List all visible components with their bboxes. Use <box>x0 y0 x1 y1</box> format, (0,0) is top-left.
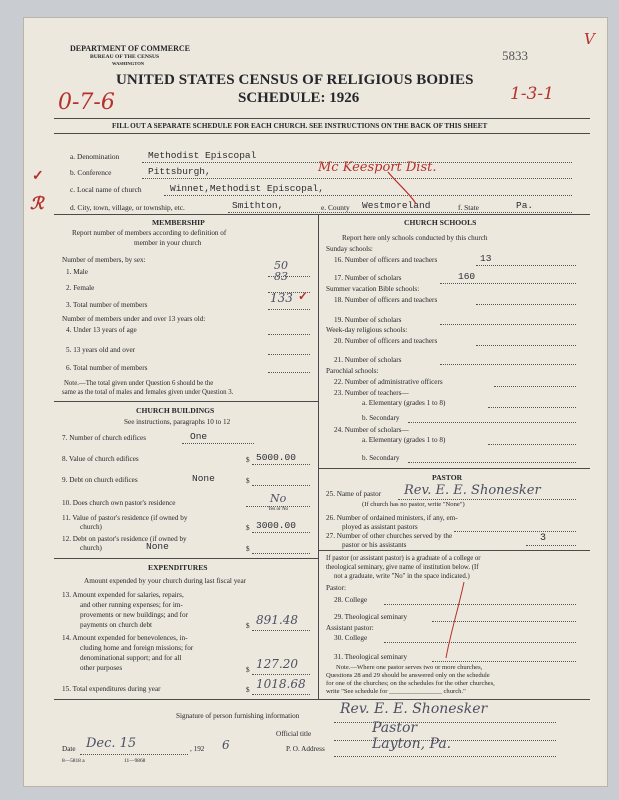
assistant-ministers-line <box>454 531 576 532</box>
denomination-value: Methodist Episcopal <box>148 150 257 161</box>
year-prefix: , 192 <box>190 745 205 753</box>
header-rule-top <box>54 118 590 119</box>
summer-scholars-line <box>440 324 576 325</box>
benevolences-label-4: other purposes <box>80 664 123 672</box>
red-d-mark: ℛ <box>30 194 44 213</box>
pastor-name-line <box>398 499 576 500</box>
local-church-name-label: c. Local name of church <box>70 185 142 194</box>
under-13-label: 4. Under 13 years of age <box>66 326 137 334</box>
edifice-value-line <box>252 464 310 465</box>
other-churches-line <box>526 545 576 546</box>
state-value: Pa. <box>516 200 534 211</box>
graduate-instructions-1: If pastor (or assistant pastor) is a graduate of a college or <box>326 555 481 562</box>
male-value: 50 <box>274 259 288 272</box>
schools-rule <box>318 468 590 469</box>
teachers-label: 23. Number of teachers— <box>334 389 409 397</box>
form-title: UNITED STATES CENSUS OF RELIGIOUS BODIES <box>116 72 474 88</box>
conference-label: b. Conference <box>70 168 112 177</box>
residence-value-label-1: 11. Value of pastor's residence (if owned by <box>62 514 188 522</box>
bureau-city: WASHINGTON <box>112 61 145 66</box>
denomination-label: a. Denomination <box>70 152 120 161</box>
graduate-instructions-3: not a graduate, write "No" in the space indicated.) <box>334 573 470 580</box>
teachers-secondary-line <box>408 422 576 423</box>
conference-district-note: Mc Keesport Dist. <box>318 160 437 175</box>
section-rule-bottom <box>54 699 590 700</box>
form-code-2: 11—9868 <box>124 758 146 764</box>
header-rule-bottom <box>54 133 590 134</box>
pastor-name-value: Rev. E. E. Shonesker <box>404 483 541 498</box>
city-label: d. City, town, village, or township, etc. <box>70 203 185 212</box>
assistant-college-label: 30. College <box>334 634 368 642</box>
po-address-value: Layton, Pa. <box>372 736 452 752</box>
membership-rule <box>54 401 318 402</box>
membership-intro-2: member in your church <box>134 239 202 247</box>
running-expenses-line <box>252 630 310 631</box>
pastor-education-label: Pastor: <box>326 584 346 592</box>
red-pen-line <box>440 580 470 660</box>
scholars-secondary-label: b. Secondary <box>362 454 400 462</box>
running-expenses-dollar: $ <box>246 622 250 630</box>
sunday-officers-line <box>476 265 576 266</box>
pastor-college-label: 28. College <box>334 596 368 604</box>
sunday-scholars-line <box>440 283 576 284</box>
owns-residence-label: 10. Does church own pastor's residence <box>62 499 176 507</box>
city-county-line <box>228 212 572 213</box>
buildings-rule <box>54 558 318 559</box>
church-edifices-value: One <box>190 431 208 442</box>
summer-schools-label: Summer vacation Bible schools: <box>326 285 420 293</box>
total-expenditures-label: 15. Total expenditures during year <box>62 685 161 693</box>
members-by-age-label: Number of members under and over 13 years old: <box>62 315 206 323</box>
residence-debt-line <box>252 553 310 554</box>
weekday-officers-label: 20. Number of officers and teachers <box>334 337 438 345</box>
total-check-mark: ✓ <box>298 289 309 303</box>
sunday-officers-value: 13 <box>480 253 492 264</box>
residence-debt-dollar: $ <box>246 545 250 553</box>
buildings-heading: CHURCH BUILDINGS <box>136 406 215 415</box>
edifice-value: 5000.00 <box>256 452 296 463</box>
benevolences-label-1: 14. Amount expended for benevolences, in- <box>62 634 188 642</box>
total-by-age-line <box>268 372 310 373</box>
running-expenses-label-3: provements or new buildings; and for <box>80 611 188 619</box>
edifice-value-label: 8. Value of church edifices <box>62 455 139 463</box>
local-church-name-value: Winnet,Methodist Episcopal, <box>170 183 324 194</box>
residence-value-label-2: church) <box>80 523 102 531</box>
teachers-elementary-line <box>488 407 576 408</box>
schools-intro: Report here only schools conducted by this church <box>342 234 488 242</box>
church-edifices-line <box>182 443 254 444</box>
owns-residence-value: No <box>270 492 287 505</box>
expenditures-sub: Amount expended by your church during last fiscal year <box>84 577 247 585</box>
date-line <box>80 754 188 755</box>
assistant-education-label: Assistant pastor: <box>326 624 374 632</box>
benevolences-label-2: cluding home and foreign missions; for <box>80 644 194 652</box>
form-code: 8—5818 a <box>62 758 85 764</box>
pastor-name-note: (If church has no pastor, write "None") <box>362 501 465 508</box>
other-churches-label-1: 27. Number of other churches served by the <box>326 532 453 540</box>
weekday-scholars-line <box>440 364 576 365</box>
over-13-line <box>268 354 310 355</box>
yes-no-hint: Yes or No <box>268 507 289 512</box>
admin-officers-label: 22. Number of administrative officers <box>334 378 443 386</box>
schools-heading: CHURCH SCHOOLS <box>404 218 477 227</box>
edifice-debt-value: None <box>192 473 215 484</box>
membership-note-2: same as the total of males and females given under Question 3. <box>62 389 234 396</box>
parochial-schools-label: Parochial schools: <box>326 367 379 375</box>
section-rule-top <box>54 214 590 215</box>
total-expenditures-dollar: $ <box>246 686 250 694</box>
edifice-debt-label: 9. Debt on church edifices <box>62 476 138 484</box>
edifice-value-dollar: $ <box>246 456 250 464</box>
handwritten-code-right: 1-3-1 <box>510 84 554 104</box>
instruction-line: FILL OUT A SEPARATE SCHEDULE FOR EACH CHURCH. SEE INSTRUCTIONS ON THE BACK OF THIS SHEET <box>112 122 488 130</box>
handwritten-code-left: 0-7-6 <box>58 90 115 115</box>
benevolences-value: 127.20 <box>256 657 298 671</box>
edifice-debt-line <box>252 485 310 486</box>
edifice-debt-dollar: $ <box>246 477 250 485</box>
pastor-heading: PASTOR <box>432 473 463 482</box>
buildings-sub: See instructions, paragraphs 10 to 12 <box>124 418 231 426</box>
running-expenses-label-1: 13. Amount expended for salaries, repairs, <box>62 591 184 599</box>
date-value: Dec. 15 <box>86 736 137 751</box>
benevolences-label-3: denominational support; and for all <box>80 654 182 662</box>
admin-officers-line <box>494 386 576 387</box>
sunday-scholars-value: 160 <box>458 271 476 282</box>
teachers-secondary-label: b. Secondary <box>362 414 400 422</box>
signature-label: Signature of person furnishing information <box>176 712 300 720</box>
residence-value-dollar: $ <box>246 524 250 532</box>
weekday-schools-label: Week-day religious schools: <box>326 326 408 334</box>
signature-line <box>334 722 556 723</box>
sunday-schools-label: Sunday schools: <box>326 245 373 253</box>
assistant-college-line <box>384 642 576 643</box>
state-label: f. State <box>458 203 479 212</box>
running-expenses-label-2: and other running expenses; for im- <box>80 601 183 609</box>
other-churches-label-2: pastor or his assistants <box>342 541 407 549</box>
scholars-secondary-line <box>408 462 576 463</box>
column-divider <box>318 214 319 699</box>
residence-debt-label-1: 12. Debt on pastor's residence (if owned by <box>62 535 187 543</box>
red-pen-stroke <box>386 166 426 206</box>
total-by-age-label: 6. Total number of members <box>66 364 148 372</box>
county-value: Westmoreland <box>362 200 431 211</box>
female-label: 2. Female <box>66 284 95 292</box>
pastor-note-3: for one of the churches; on the schedules for the other churches, <box>326 680 495 687</box>
pastor-seminary-label: 29. Theological seminary <box>334 613 408 621</box>
county-label: e. County <box>321 203 350 212</box>
members-by-sex-label: Number of members, by sex: <box>62 256 146 264</box>
assistant-ministers-label-1: 26. Number of ordained ministers, if any, em- <box>326 514 458 522</box>
total-members-value: 133 <box>270 291 293 305</box>
graduate-instructions-2: theological seminary, give name of institution below. (If <box>326 564 479 571</box>
conference-line <box>142 178 572 179</box>
summer-officers-line <box>476 304 576 305</box>
summer-scholars-label: 19. Number of scholars <box>334 316 402 324</box>
city-value: Smithton, <box>232 200 284 211</box>
male-label: 1. Male <box>66 268 88 276</box>
po-address-line <box>334 756 556 757</box>
expenditures-heading: EXPENDITURES <box>148 563 208 572</box>
schedule-title: SCHEDULE: 1926 <box>238 90 360 106</box>
sunday-scholars-label: 17. Number of scholars <box>334 274 402 282</box>
po-address-label: P. O. Address <box>286 745 325 753</box>
residence-debt-value: None <box>146 541 169 552</box>
total-members-label: 3. Total number of members <box>66 301 148 309</box>
running-expenses-value: 891.48 <box>256 613 298 627</box>
date-label: Date <box>62 745 76 753</box>
sunday-officers-label: 16. Number of officers and teachers <box>334 256 438 264</box>
residence-debt-label-2: church) <box>80 544 102 552</box>
benevolences-dollar: $ <box>246 666 250 674</box>
membership-note-1: Note.—The total given under Question 6 should be the <box>64 380 214 387</box>
stamp-number: 5833 <box>502 48 528 63</box>
pastor-note-1: Note.—Where one pastor serves two or more churches, <box>336 664 483 671</box>
official-title-label: Official title <box>276 730 312 738</box>
local-church-name-line <box>164 195 572 196</box>
scholars-elementary-label: a. Elementary (grades 1 to 8) <box>362 436 446 444</box>
church-edifices-label: 7. Number of church edifices <box>62 434 147 442</box>
pastor-mid-rule <box>318 550 590 551</box>
signature-value: Rev. E. E. Shonesker <box>340 701 488 717</box>
residence-value: 3000.00 <box>256 520 296 531</box>
scholars-elementary-line <box>488 444 576 445</box>
corner-check-mark: V <box>584 30 595 48</box>
conference-value: Pittsburgh, <box>148 166 211 177</box>
pastor-note-4: write "See schedule for ________________ church." <box>326 688 466 695</box>
female-value: 83 <box>274 270 288 283</box>
membership-intro-1: Report number of members according to definition of <box>72 229 227 237</box>
weekday-scholars-label: 21. Number of scholars <box>334 356 402 364</box>
assistant-seminary-line <box>432 661 576 662</box>
under-13-line <box>268 334 310 335</box>
pastor-college-line <box>384 604 576 605</box>
red-check-mark: ✓ <box>32 169 44 184</box>
residence-value-line <box>252 532 310 533</box>
running-expenses-label-4: payments on church debt <box>80 621 153 629</box>
pastor-name-label: 25. Name of pastor <box>326 490 382 498</box>
scholars-label: 24. Number of scholars— <box>334 426 409 434</box>
assistant-seminary-label: 31. Theological seminary <box>334 653 408 661</box>
membership-heading: MEMBERSHIP <box>152 218 205 227</box>
weekday-officers-line <box>476 345 576 346</box>
department-name: DEPARTMENT OF COMMERCE <box>70 44 191 53</box>
total-expenditures-value: 1018.68 <box>256 677 306 691</box>
pastor-note-2: Questions 28 and 29 should be answered only on the schedule <box>326 672 490 679</box>
other-churches-value: 3 <box>540 533 547 544</box>
summer-officers-label: 18. Number of officers and teachers <box>334 296 438 304</box>
bureau-name: BUREAU OF THE CENSUS <box>90 54 160 60</box>
official-title-value: Pastor <box>372 720 418 736</box>
assistant-ministers-label-2: ployed as assistant pastors <box>342 523 418 531</box>
teachers-elementary-label: a. Elementary (grades 1 to 8) <box>362 399 446 407</box>
owns-residence-line <box>246 506 310 507</box>
over-13-label: 5. 13 years old and over <box>66 346 136 354</box>
year-digit: 6 <box>222 738 230 752</box>
total-expenditures-line <box>252 694 310 695</box>
total-line <box>268 309 310 310</box>
benevolences-line <box>252 674 310 675</box>
